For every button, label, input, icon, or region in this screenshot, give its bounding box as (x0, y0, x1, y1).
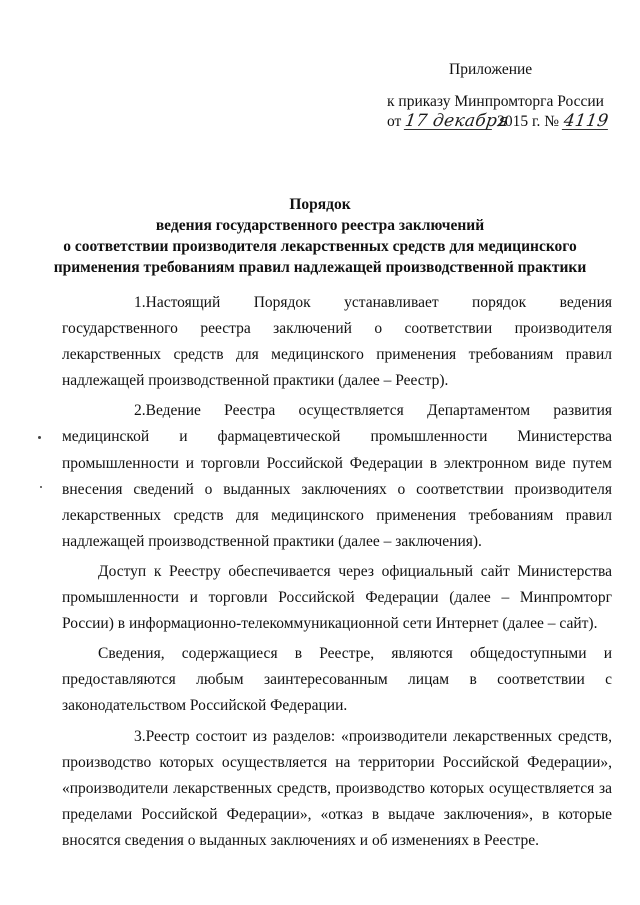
title-line-2: о соответствии производителя лекарственных средств для медицинского (63, 238, 577, 255)
appendix-order-line: к приказу Минпромторга России (387, 93, 604, 110)
paragraph-1 (62, 290, 612, 394)
document-body (62, 290, 612, 854)
title-line-1: ведения государственного реестра заключений (155, 217, 485, 234)
title-main: Порядок (289, 196, 351, 213)
paragraph-text: Сведения, содержащиеся в Реестре, являются общедоступными и предоставляются любым заинтересованным лицам в соответствии с законодательством Российской Федерации. (62, 645, 612, 715)
appendix-date-line (387, 112, 627, 132)
scan-dot-mark (40, 486, 42, 488)
paragraph-2 (62, 398, 612, 555)
paragraph-text: Доступ к Реестру обеспечивается через официальный сайт Министерства промышленности и торговли Российской Федерации (далее – Минпромторг России) в информационно-телекоммуникационной сети Интернет (далее – сайт). (62, 562, 612, 633)
appendix-from-label: от (387, 113, 402, 130)
paragraph-number: 3. (134, 727, 146, 745)
paragraph-text: Настоящий Порядок устанавливает порядок ведения государственного реестра заключений о соответствии производителя лекарственных средств для медицинского применения требованиям правил надлежащей производственной практики (далее – Реестр). (62, 294, 612, 390)
title-line-3: применения требованиям правил надлежащей производственной практики (53, 259, 587, 276)
appendix-block (387, 60, 627, 132)
paragraph-2-access (62, 559, 612, 637)
handwritten-date: 17 декабря (403, 111, 511, 131)
appendix-year-label: 2015 г. № (497, 113, 560, 130)
paragraph-3 (62, 724, 612, 854)
appendix-title: Приложение (449, 61, 533, 78)
paragraph-2-info (62, 641, 612, 719)
paragraph-number: 1. (134, 294, 146, 311)
paragraph-number: 2. (134, 402, 146, 420)
paragraph-text: Реестр состоит из разделов: «производители лекарственных средств, производство которых осуществляется на территории Российской Федерации», «производители лекарственных средств, производство которых осуществляется за пределами Российской Федерации», «отказ в выдаче заключения», в которые вносятся сведения о выданных заключениях и об изменениях в Реестре. (62, 727, 612, 849)
scan-dot-mark (38, 436, 41, 439)
paragraph-text: Ведение Реестра осуществляется Департаментом развития медицинской и фармацевтической промышленности Министерства промышленности и торговли Российской Федерации в электронном виде путем внесения сведений о выданных заключениях о соответствии производителя лекарственных средств для медицинского применения требованиям правил надлежащей производственной практики (далее – заключения). (62, 402, 612, 550)
document-title (20, 194, 620, 278)
handwritten-order-number: 4119 (562, 111, 610, 131)
